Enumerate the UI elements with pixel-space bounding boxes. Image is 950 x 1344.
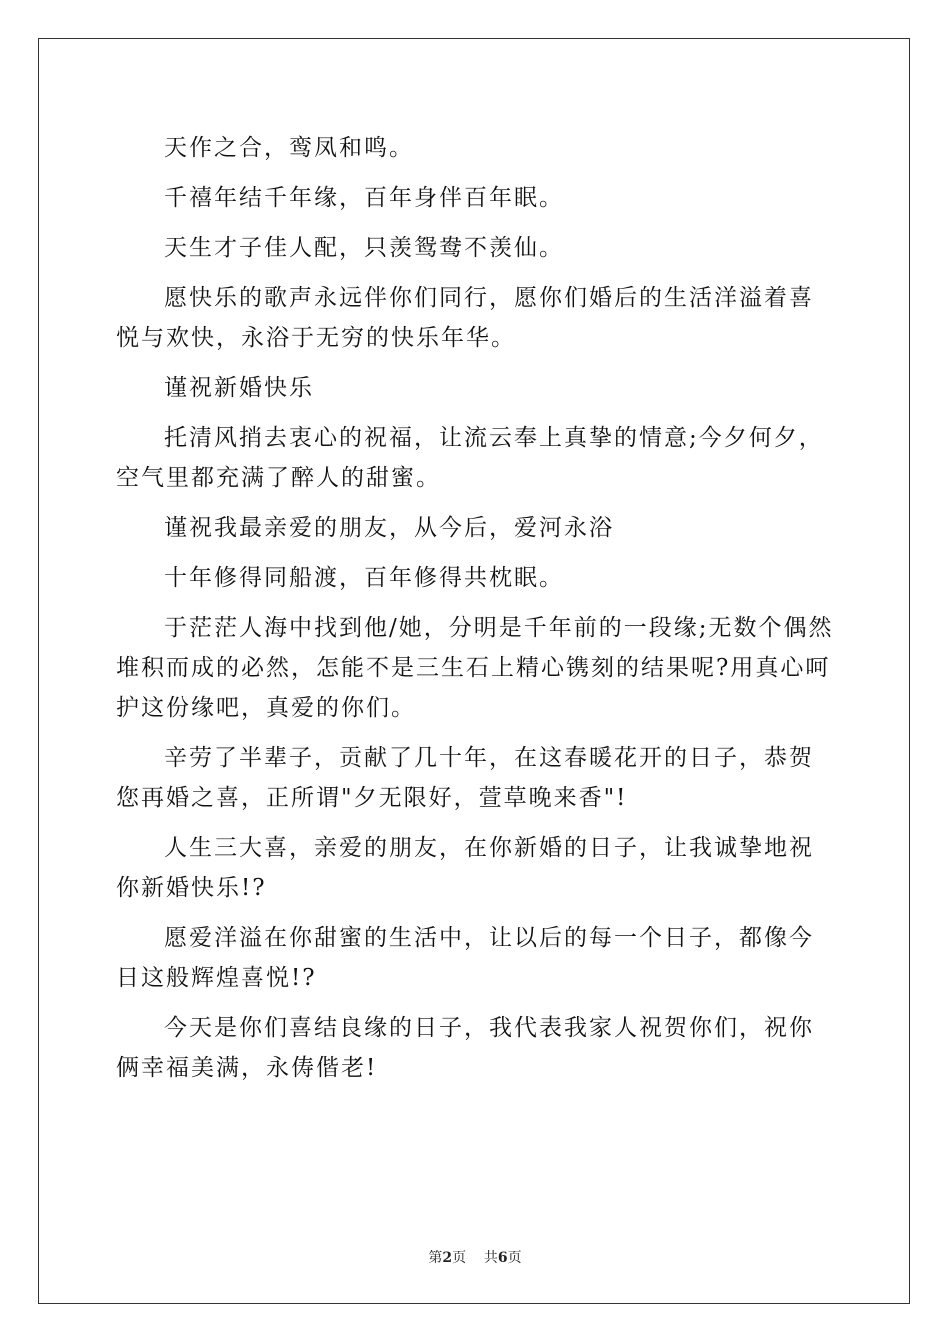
paragraph-4: 愿快乐的歌声永远伴你们同行，愿你们婚后的生活洋溢着喜悦与欢快，永浴于无穷的快乐年华。 [116, 285, 814, 351]
page-suffix: 页 [452, 1250, 467, 1266]
paragraph-1: 天作之合，鸾凤和鸣。 [164, 135, 414, 161]
paragraph-3: 天生才子佳人配，只羡鸳鸯不羡仙。 [164, 235, 564, 261]
paragraph-9: 于茫茫人海中找到他/她，分明是千年前的一段缘;无数个偶然堆积而成的必然，怎能不是三生石上精心镌刻的结果呢?用真心呵护这份缘吧，真爱的你们。 [116, 615, 834, 721]
paragraph-13: 今天是你们喜结良缘的日子，我代表我家人祝贺你们，祝你俩幸福美满，永俦偕老! [116, 1015, 814, 1081]
page-prefix: 第 [428, 1250, 443, 1266]
paragraph-7: 谨祝我最亲爱的朋友，从今后，爱河永浴 [164, 515, 614, 541]
total-suffix: 页 [507, 1250, 522, 1266]
page-footer [0, 1247, 950, 1267]
paragraph-5: 谨祝新婚快乐 [164, 375, 314, 401]
paragraph-2: 千禧年结千年缘，百年身伴百年眠。 [164, 185, 564, 211]
paragraph-12: 愿爱洋溢在你甜蜜的生活中，让以后的每一个日子，都像今日这般辉煌喜悦!? [116, 925, 814, 991]
total-prefix: 共 [483, 1250, 498, 1266]
paragraph-8: 十年修得同船渡，百年修得共枕眠。 [164, 565, 564, 591]
paragraph-10: 辛劳了半辈子，贡献了几十年，在这春暖花开的日子，恭贺您再婚之喜，正所谓"夕无限好，萱草晚来香"! [116, 745, 814, 811]
paragraph-6: 托清风捎去衷心的祝福，让流云奉上真挚的情意;今夕何夕，空气里都充满了醉人的甜蜜。 [116, 425, 824, 491]
total-pages: 6 [497, 1250, 508, 1266]
paragraph-11: 人生三大喜，亲爱的朋友，在你新婚的日子，让我诚挚地祝你新婚快乐!? [116, 835, 814, 901]
document-body [116, 128, 834, 1098]
page-number: 2 [442, 1250, 453, 1266]
